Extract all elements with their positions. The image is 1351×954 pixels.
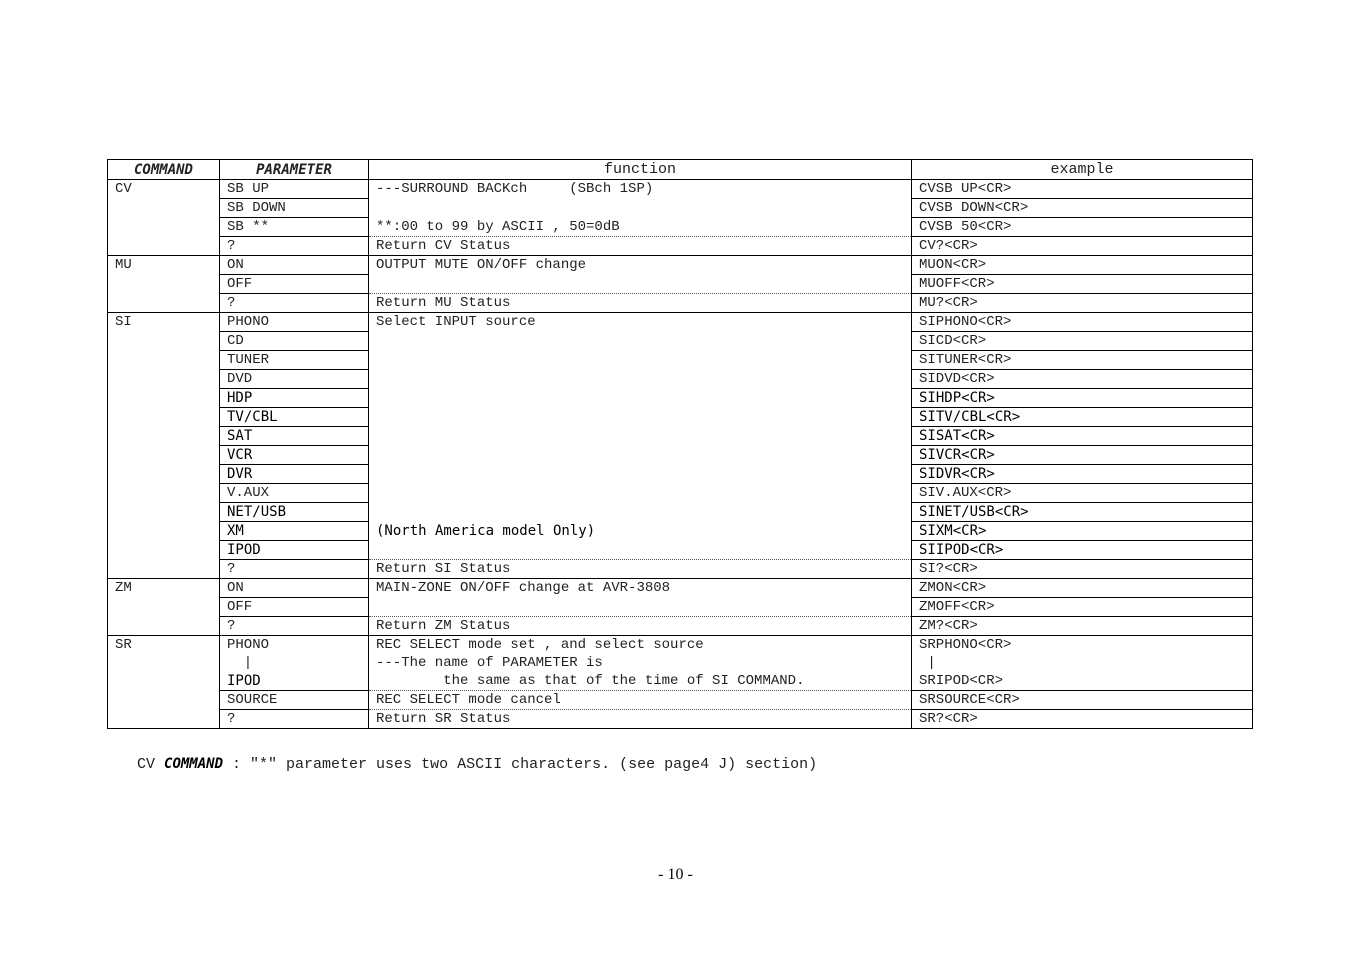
parameter-cell: ? bbox=[220, 237, 369, 256]
table-row bbox=[108, 275, 1253, 294]
table-row bbox=[108, 446, 1253, 465]
example-cell: SIDVR<CR> bbox=[912, 465, 1253, 484]
function-cell: OUTPUT MUTE ON/OFF change bbox=[369, 256, 912, 275]
example-cell: SRSOURCE<CR> bbox=[912, 691, 1253, 710]
table-row bbox=[108, 579, 1253, 598]
parameter-cell: PHONO bbox=[220, 636, 369, 655]
command-cell: SI bbox=[108, 313, 220, 579]
table-row bbox=[108, 672, 1253, 691]
parameter-cell: ? bbox=[220, 294, 369, 313]
parameter-cell: IPOD bbox=[220, 541, 369, 560]
example-cell: MU?<CR> bbox=[912, 294, 1253, 313]
function-cell: Return SI Status bbox=[369, 560, 912, 579]
header-example: example bbox=[912, 160, 1253, 180]
function-cell: Select INPUT source bbox=[369, 313, 912, 332]
function-cell bbox=[369, 370, 912, 389]
function-cell bbox=[369, 275, 912, 294]
table-header-row bbox=[108, 160, 1253, 180]
footnote bbox=[137, 756, 817, 773]
example-cell: MUOFF<CR> bbox=[912, 275, 1253, 294]
table-row bbox=[108, 408, 1253, 427]
table-row bbox=[108, 598, 1253, 617]
function-cell: **:00 to 99 by ASCII , 50=0dB bbox=[369, 218, 912, 237]
footnote-prefix: CV bbox=[137, 756, 165, 773]
table-row bbox=[108, 332, 1253, 351]
parameter-cell: DVR bbox=[220, 465, 369, 484]
footnote-keyword: COMMAND bbox=[164, 756, 224, 772]
parameter-cell: SAT bbox=[220, 427, 369, 446]
example-cell: ZMOFF<CR> bbox=[912, 598, 1253, 617]
parameter-cell: OFF bbox=[220, 275, 369, 294]
table-row bbox=[108, 617, 1253, 636]
parameter-cell: SB UP bbox=[220, 180, 369, 199]
function-cell bbox=[369, 503, 912, 522]
parameter-cell: TUNER bbox=[220, 351, 369, 370]
parameter-cell: XM bbox=[220, 522, 369, 541]
example-cell: SIHDP<CR> bbox=[912, 389, 1253, 408]
table-row bbox=[108, 199, 1253, 218]
example-cell: ZMON<CR> bbox=[912, 579, 1253, 598]
function-cell: MAIN-ZONE ON/OFF change at AVR-3808 bbox=[369, 579, 912, 598]
function-cell bbox=[369, 389, 912, 408]
function-cell bbox=[369, 598, 912, 617]
function-cell: Return MU Status bbox=[369, 294, 912, 313]
table-row bbox=[108, 256, 1253, 275]
parameter-cell: ? bbox=[220, 710, 369, 729]
function-cell bbox=[369, 332, 912, 351]
function-cell bbox=[369, 199, 912, 218]
function-cell: ---The name of PARAMETER is bbox=[369, 654, 912, 672]
table-row bbox=[108, 560, 1253, 579]
parameter-cell: DVD bbox=[220, 370, 369, 389]
header-command: COMMAND bbox=[108, 160, 220, 180]
table-row bbox=[108, 351, 1253, 370]
parameter-cell: SOURCE bbox=[220, 691, 369, 710]
table-row bbox=[108, 484, 1253, 503]
function-cell: (North America model Only) bbox=[369, 522, 912, 541]
function-cell: ---SURROUND BACKch (SBch 1SP) bbox=[369, 180, 912, 199]
function-cell: REC SELECT mode set , and select source bbox=[369, 636, 912, 655]
function-cell: the same as that of the time of SI COMMAND. bbox=[369, 672, 912, 691]
example-cell: | bbox=[912, 654, 1253, 672]
footnote-text: : "*" parameter uses two ASCII characters. (see page4 J) section) bbox=[223, 756, 818, 773]
table-body bbox=[108, 180, 1253, 729]
example-cell: SR?<CR> bbox=[912, 710, 1253, 729]
example-cell: SIIPOD<CR> bbox=[912, 541, 1253, 560]
example-cell: CVSB 50<CR> bbox=[912, 218, 1253, 237]
parameter-cell: PHONO bbox=[220, 313, 369, 332]
command-cell: ZM bbox=[108, 579, 220, 636]
page-number: - 10 - bbox=[658, 866, 693, 883]
function-cell bbox=[369, 351, 912, 370]
example-cell: ZM?<CR> bbox=[912, 617, 1253, 636]
function-cell: Return CV Status bbox=[369, 237, 912, 256]
table-row bbox=[108, 691, 1253, 710]
example-cell: SIVCR<CR> bbox=[912, 446, 1253, 465]
example-cell: SISAT<CR> bbox=[912, 427, 1253, 446]
function-cell bbox=[369, 408, 912, 427]
example-cell: SINET/USB<CR> bbox=[912, 503, 1253, 522]
command-cell: SR bbox=[108, 636, 220, 729]
table-row bbox=[108, 541, 1253, 560]
parameter-cell: OFF bbox=[220, 598, 369, 617]
command-cell: MU bbox=[108, 256, 220, 313]
function-cell bbox=[369, 541, 912, 560]
function-cell bbox=[369, 446, 912, 465]
parameter-cell: ? bbox=[220, 617, 369, 636]
parameter-cell: VCR bbox=[220, 446, 369, 465]
parameter-cell: TV/CBL bbox=[220, 408, 369, 427]
parameter-cell: ? bbox=[220, 560, 369, 579]
parameter-cell: ON bbox=[220, 256, 369, 275]
parameter-cell: | bbox=[220, 654, 369, 672]
table-row bbox=[108, 710, 1253, 729]
table-row bbox=[108, 180, 1253, 199]
function-cell bbox=[369, 427, 912, 446]
table-row bbox=[108, 427, 1253, 446]
function-cell bbox=[369, 465, 912, 484]
example-cell: CV?<CR> bbox=[912, 237, 1253, 256]
table-row bbox=[108, 294, 1253, 313]
table-row bbox=[108, 465, 1253, 484]
command-table bbox=[107, 159, 1253, 729]
example-cell: SIDVD<CR> bbox=[912, 370, 1253, 389]
function-cell bbox=[369, 484, 912, 503]
example-cell: SITUNER<CR> bbox=[912, 351, 1253, 370]
example-cell: SICD<CR> bbox=[912, 332, 1253, 351]
command-cell: CV bbox=[108, 180, 220, 256]
example-cell: SIPHONO<CR> bbox=[912, 313, 1253, 332]
header-function: function bbox=[369, 160, 912, 180]
parameter-cell: SB ** bbox=[220, 218, 369, 237]
example-cell: SRPHONO<CR> bbox=[912, 636, 1253, 655]
function-cell: REC SELECT mode cancel bbox=[369, 691, 912, 710]
table-row bbox=[108, 218, 1253, 237]
table-row bbox=[108, 654, 1253, 672]
header-parameter: PARAMETER bbox=[220, 160, 369, 180]
example-cell: CVSB DOWN<CR> bbox=[912, 199, 1253, 218]
table-row bbox=[108, 389, 1253, 408]
parameter-cell: CD bbox=[220, 332, 369, 351]
example-cell: MUON<CR> bbox=[912, 256, 1253, 275]
example-cell: SIV.AUX<CR> bbox=[912, 484, 1253, 503]
table-row bbox=[108, 503, 1253, 522]
table-row bbox=[108, 237, 1253, 256]
function-cell: Return ZM Status bbox=[369, 617, 912, 636]
example-cell: CVSB UP<CR> bbox=[912, 180, 1253, 199]
example-cell: SIXM<CR> bbox=[912, 522, 1253, 541]
table-row bbox=[108, 636, 1253, 655]
example-cell: SRIPOD<CR> bbox=[912, 672, 1253, 691]
parameter-cell: IPOD bbox=[220, 672, 369, 691]
parameter-cell: ON bbox=[220, 579, 369, 598]
table-row bbox=[108, 313, 1253, 332]
parameter-cell: HDP bbox=[220, 389, 369, 408]
table-row bbox=[108, 370, 1253, 389]
parameter-cell: V.AUX bbox=[220, 484, 369, 503]
function-cell: Return SR Status bbox=[369, 710, 912, 729]
example-cell: SITV/CBL<CR> bbox=[912, 408, 1253, 427]
table-row bbox=[108, 522, 1253, 541]
example-cell: SI?<CR> bbox=[912, 560, 1253, 579]
parameter-cell: SB DOWN bbox=[220, 199, 369, 218]
parameter-cell: NET/USB bbox=[220, 503, 369, 522]
